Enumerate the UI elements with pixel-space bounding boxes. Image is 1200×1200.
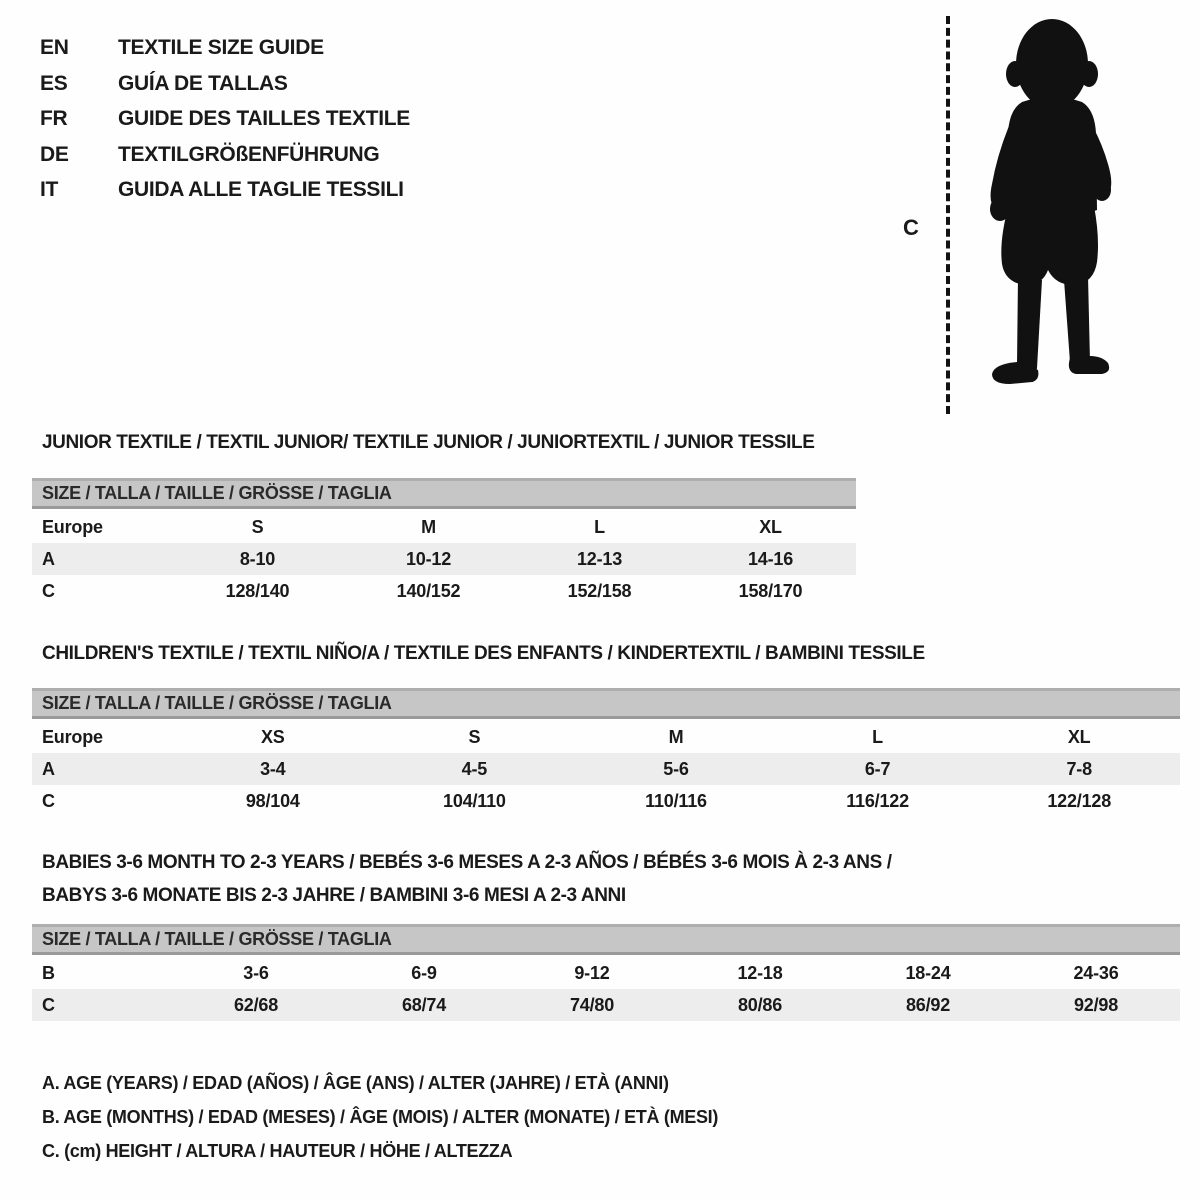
- table-row: [32, 575, 856, 607]
- legend-line-a: A. AGE (YEARS) / EDAD (AÑOS) / ÂGE (ANS) / ALTER (JAHRE) / ETÀ (ANNI): [42, 1073, 669, 1093]
- value-cell: M: [421, 516, 436, 537]
- row-label-cell: C: [42, 580, 55, 601]
- value-cell: 8-10: [239, 548, 276, 569]
- row-label-cell: Europe: [42, 726, 103, 747]
- value-cell: L: [872, 726, 883, 747]
- lang-row-it: [40, 172, 410, 208]
- language-header: [40, 30, 410, 208]
- table-row: [32, 721, 1180, 753]
- value-cell: 68/74: [401, 994, 447, 1015]
- height-measure-label: C: [903, 215, 919, 240]
- value-cell: 3-6: [243, 962, 269, 983]
- toddler-silhouette-icon: [960, 12, 1148, 422]
- value-cell: 122/128: [1047, 790, 1112, 811]
- children-size-header-bar: SIZE / TALLA / TAILLE / GRÖSSE / TAGLIA: [32, 688, 1180, 719]
- value-cell: 86/92: [905, 994, 951, 1015]
- value-cell: 12-18: [737, 962, 783, 983]
- value-cell: 140/152: [396, 580, 461, 601]
- junior-size-header-bar: SIZE / TALLA / TAILLE / GRÖSSE / TAGLIA: [32, 478, 856, 509]
- value-cell: 92/98: [1073, 994, 1119, 1015]
- row-label-cell: C: [42, 994, 55, 1015]
- babies-title-line1: BABIES 3-6 MONTH TO 2-3 YEARS / BEBÉS 3-6 MESES A 2-3 AÑOS / BÉBÉS 3-6 MOIS À 2-3 ANS /: [42, 852, 892, 873]
- lang-row-en: [40, 30, 410, 66]
- lang-code: ES: [40, 71, 68, 95]
- value-cell: 6-7: [864, 758, 891, 779]
- value-cell: 62/68: [233, 994, 279, 1015]
- row-label-cell: B: [42, 962, 55, 983]
- measure-legend: [42, 1066, 718, 1168]
- babies-size-header-bar: SIZE / TALLA / TAILLE / GRÖSSE / TAGLIA: [32, 924, 1180, 955]
- row-label-cell: A: [42, 548, 55, 569]
- table-row: [32, 957, 1180, 989]
- children-section-title: CHILDREN'S TEXTILE / TEXTIL NIÑO/A / TEXTILE DES ENFANTS / KINDERTEXTIL / BAMBINI TESSILE: [42, 643, 925, 664]
- value-cell: 3-4: [260, 758, 286, 779]
- value-cell: 74/80: [569, 994, 615, 1015]
- value-cell: 98/104: [245, 790, 300, 811]
- babies-title-line2: BABYS 3-6 MONATE BIS 2-3 JAHRE / BAMBINI 3-6 MESI A 2-3 ANNI: [42, 885, 626, 906]
- value-cell: 5-6: [663, 758, 689, 779]
- babies-section-title: [42, 846, 892, 912]
- table-row: [32, 989, 1180, 1021]
- value-cell: 24-36: [1073, 962, 1119, 983]
- value-cell: 80/86: [737, 994, 783, 1015]
- height-measure-dashed-line: [946, 16, 950, 414]
- value-cell: 18-24: [905, 962, 951, 983]
- lang-code: IT: [40, 178, 59, 201]
- value-cell: S: [468, 726, 481, 747]
- lang-row-fr: [40, 101, 410, 137]
- lang-row-es: [40, 66, 410, 102]
- value-cell: 9-12: [574, 962, 610, 983]
- children-size-table: [32, 688, 1180, 817]
- value-cell: XL: [759, 516, 782, 537]
- lang-label: GUIDA ALLE TAGLIE TESSILI: [118, 178, 404, 201]
- legend-line-b: B. AGE (MONTHS) / EDAD (MESES) / ÂGE (MOIS) / ALTER (MONATE) / ETÀ (MESI): [42, 1107, 719, 1127]
- junior-section-title: JUNIOR TEXTILE / TEXTIL JUNIOR/ TEXTILE JUNIOR / JUNIORTEXTIL / JUNIOR TESSILE: [42, 432, 815, 453]
- table-row: [32, 785, 1180, 817]
- value-cell: 14-16: [747, 548, 794, 569]
- value-cell: 158/170: [738, 580, 803, 601]
- value-cell: 110/116: [645, 790, 707, 811]
- value-cell: XL: [1067, 726, 1091, 747]
- junior-size-table: [32, 478, 856, 607]
- table-row: [32, 543, 856, 575]
- row-label-cell: Europe: [42, 516, 103, 537]
- row-label-cell: C: [42, 790, 55, 811]
- lang-code: DE: [40, 142, 69, 166]
- value-cell: 12-13: [576, 548, 623, 569]
- lang-code: FR: [40, 107, 68, 130]
- lang-label: TEXTILE SIZE GUIDE: [118, 36, 324, 59]
- table-row: [32, 511, 856, 543]
- value-cell: S: [251, 516, 264, 537]
- value-cell: 104/110: [443, 790, 506, 811]
- lang-label: GUÍA DE TALLAS: [118, 71, 288, 95]
- table-row: [32, 753, 1180, 785]
- value-cell: 128/140: [225, 580, 290, 601]
- value-cell: M: [668, 726, 684, 747]
- lang-row-de: [40, 137, 410, 173]
- legend-line-c: C. (cm) HEIGHT / ALTURA / HAUTEUR / HÖHE / ALTEZZA: [42, 1141, 513, 1161]
- value-cell: 152/158: [567, 580, 632, 601]
- value-cell: 10-12: [405, 548, 452, 569]
- lang-label: GUIDE DES TAILLES TEXTILE: [118, 107, 410, 130]
- value-cell: 6-9: [411, 962, 437, 983]
- value-cell: 116/122: [846, 790, 909, 811]
- value-cell: L: [594, 516, 605, 537]
- value-cell: 7-8: [1066, 758, 1092, 779]
- babies-size-table: [32, 924, 1180, 1021]
- value-cell: XS: [260, 726, 285, 747]
- value-cell: 4-5: [461, 758, 488, 779]
- lang-label: TEXTILGRÖßENFÜHRUNG: [118, 142, 380, 166]
- lang-code: EN: [40, 36, 69, 59]
- row-label-cell: A: [42, 758, 55, 779]
